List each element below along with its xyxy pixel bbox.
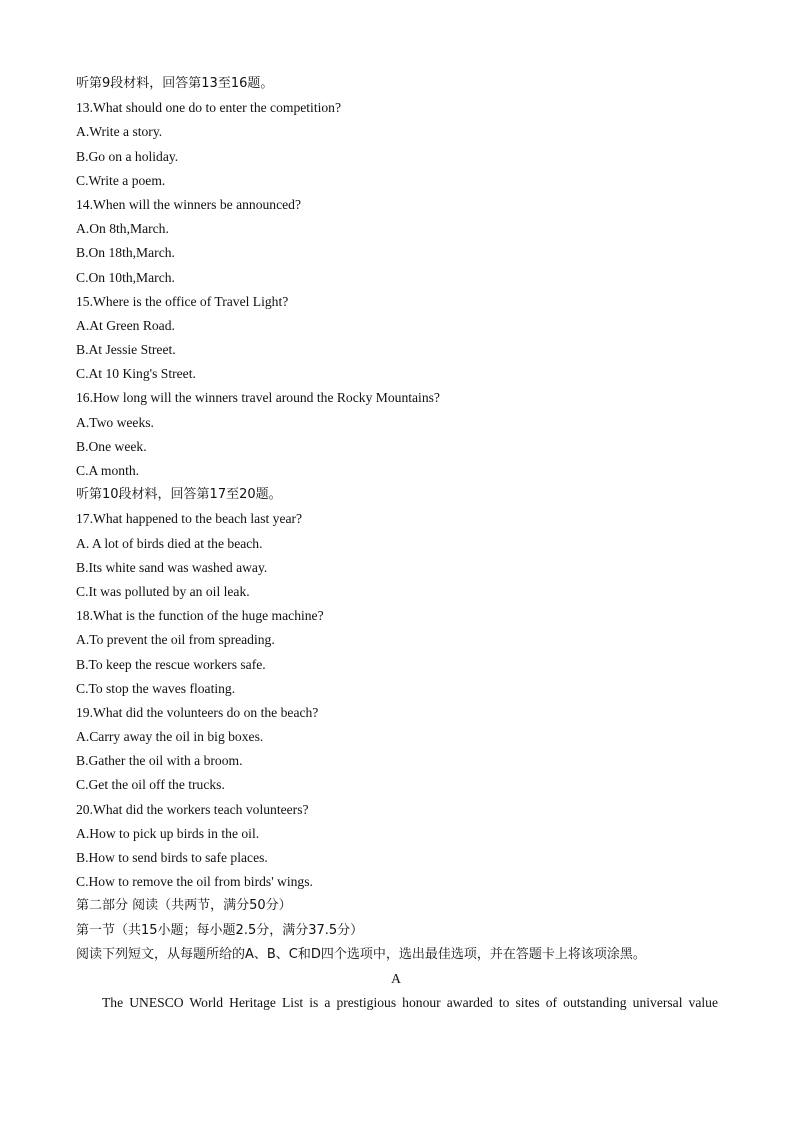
option-line: B.On 18th,March. bbox=[76, 245, 175, 261]
question-line: 15.Where is the office of Travel Light? bbox=[76, 293, 289, 309]
section-heading: 阅读下列短文，从每题所给的A、B、C和D四个选项中，选出最佳选项，并在答题卡上将该项涂黑。 bbox=[76, 946, 646, 962]
passage-label: A bbox=[391, 970, 401, 986]
question-line: 20.What did the workers teach volunteers? bbox=[76, 801, 309, 817]
option-line: C.A month. bbox=[76, 463, 140, 478]
option-line: C.Write a poem. bbox=[76, 172, 166, 188]
option-line: B.To keep the rescue workers safe. bbox=[76, 656, 266, 672]
option-line: A.To prevent the oil from spreading. bbox=[76, 632, 275, 648]
section-heading: 听第9段材料，回答第13至16题。 bbox=[76, 76, 274, 91]
question-line: 16.How long will the winners travel around the Rocky Mountains? bbox=[76, 390, 440, 406]
option-line: A. A lot of birds died at the beach. bbox=[76, 535, 263, 551]
question-line: 13.What should one do to enter the competition? bbox=[76, 100, 342, 116]
option-line: C.How to remove the oil from birds' wings. bbox=[76, 874, 313, 890]
option-line: A.Carry away the oil in big boxes. bbox=[76, 729, 264, 745]
section-heading: 听第10段材料，回答第17至20题。 bbox=[76, 487, 282, 503]
question-line: 14.When will the winners be announced? bbox=[76, 196, 301, 212]
option-line: B.Its white sand was washed away. bbox=[76, 559, 268, 575]
option-line: C.On 10th,March. bbox=[76, 269, 175, 285]
option-line: B.Gather the oil with a broom. bbox=[76, 753, 243, 769]
section-heading: 第一节（共15小题；每小题2.5分，满分37.5分） bbox=[76, 922, 364, 938]
option-line: A.At Green Road. bbox=[76, 317, 175, 333]
option-line: A.How to pick up birds in the oil. bbox=[76, 825, 260, 841]
option-line: A.On 8th,March. bbox=[76, 221, 169, 237]
option-line: A.Write a story. bbox=[76, 124, 163, 140]
option-line: C.To stop the waves floating. bbox=[76, 680, 236, 696]
question-line: 18.What is the function of the huge machine? bbox=[76, 608, 324, 624]
option-line: B.One week. bbox=[76, 438, 147, 454]
option-line: C.Get the oil off the trucks. bbox=[76, 777, 225, 793]
section-heading: 第二部分 阅读（共两节，满分50分） bbox=[76, 898, 292, 914]
document-text-body bbox=[76, 72, 736, 1015]
option-line: A.Two weeks. bbox=[76, 414, 154, 430]
option-line: C.It was polluted by an oil leak. bbox=[76, 583, 250, 599]
option-line: B.At Jessie Street. bbox=[76, 342, 176, 358]
question-line: 19.What did the volunteers do on the beach? bbox=[76, 704, 319, 720]
passage-paragraph: The UNESCO World Heritage List is a prestigious honour awarded to sites of outstanding universal value bbox=[102, 995, 718, 1011]
option-line: B.Go on a holiday. bbox=[76, 148, 179, 164]
option-line: C.At 10 King's Street. bbox=[76, 366, 196, 382]
option-line: B.How to send birds to safe places. bbox=[76, 850, 268, 865]
question-line: 17.What happened to the beach last year? bbox=[76, 511, 303, 527]
